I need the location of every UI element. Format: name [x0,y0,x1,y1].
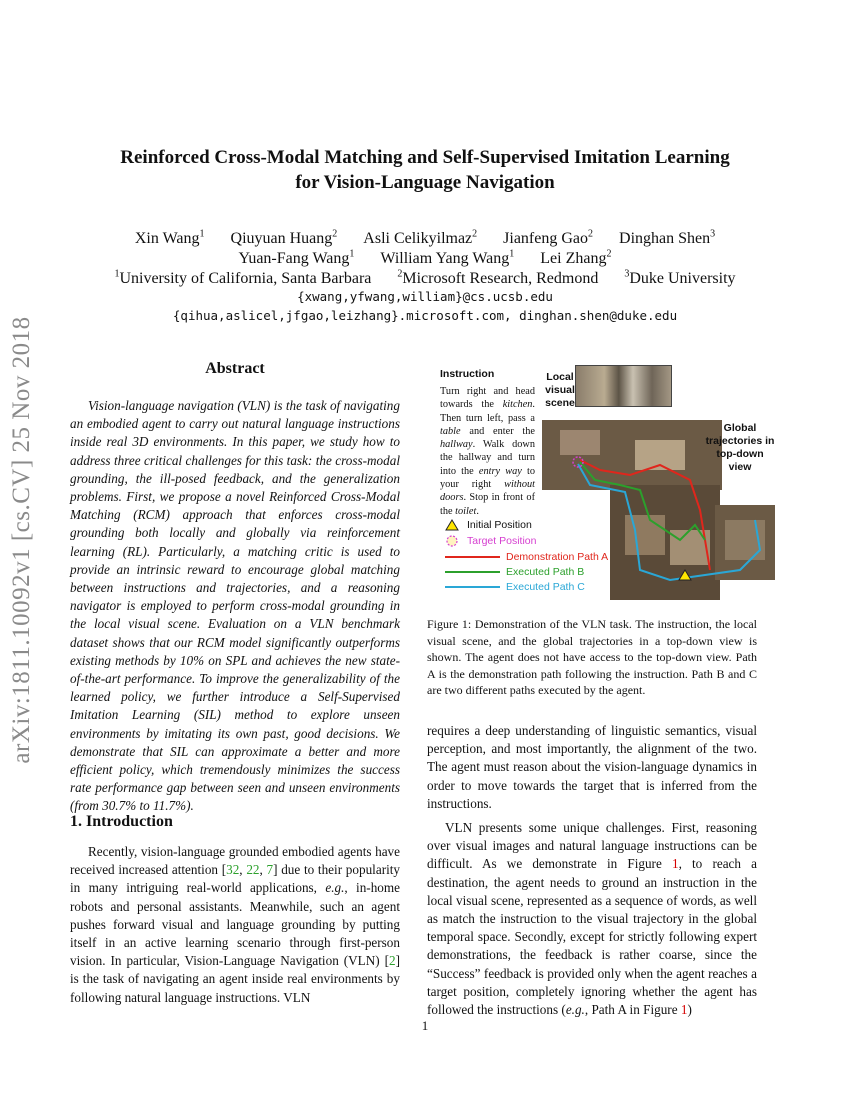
triangle-icon [445,519,459,531]
arxiv-side-stamp [2,290,42,790]
author: Yuan-Fang Wang$^1$ [238,249,355,268]
email-line-2: {qihua,aslicel,jfgao,leizhang}.microsoft.com, dinghan.shen@duke.edu [172,308,678,323]
affiliation: $^2$Microsoft Research, Redmond [397,269,599,288]
figure-instruction-heading: Instruction [440,368,495,380]
author: Qiuyuan Huang$^2$ [230,229,338,248]
global-trajectories-label: Global trajectories in top-down view [705,422,775,473]
figure-instruction-text: Turn right and head towards the kitchen. Then turn left, pass a table and enter the hallway. Walk down the hallway and turn into the entry way to your right without doors. Stop in front of the toilet. [440,386,535,517]
title-line-2: for Vision-Language Navigation [295,172,555,193]
abstract-heading: Abstract [205,360,265,377]
author: Lei Zhang$^2$ [540,249,612,268]
paragraph: VLN presents some unique challenges. First, reasoning over visual images and natural language instructions can be difficult. As we demonstrate in Figure 1, to reach a destination, the agent needs to ground an instruction in the local visual scene, represented as a sequence of words, as well as match the instruction to the visual trajectory in the global temporal space. Secondly, except for strictly following expert demonstrations, the feedback is rather coarse, since the “Success” feedback is provided only when the agent reaches a target position, completely ignoring whether the agent has followed the instructions (e.g., Path A in Figure 1) [427,820,758,1018]
author: Dinghan Shen$^3$ [619,229,716,248]
author: William Yang Wang$^1$ [380,249,515,268]
title-line-1: Reinforced Cross-Modal Matching and Self-Supervised Imitation Learning [120,147,730,168]
figure-1-caption: Figure 1: Demonstration of the VLN task. The instruction, the local visual scene, and the global trajectories in a top-down view is shown. The agent does not have access to the top-down view. Path A is the demonstration path following the instruction. Path B and C are two different paths executed by the agent. [427,617,757,697]
legend-demonstration-path-a: Demonstration Path A [445,551,608,563]
author: Asli Celikyilmaz$^2$ [363,229,478,248]
citation-link[interactable]: 32 [226,862,240,878]
legend-executed-path-b: Executed Path B [445,566,584,578]
affiliations [60,265,790,289]
affiliation: $^1$University of California, Santa Barbara [114,269,372,288]
figure-1 [435,365,775,600]
citation-link[interactable]: 7 [266,862,274,878]
figure-reference-link[interactable]: 1 [680,1002,688,1018]
author: Jianfeng Gao$^2$ [503,229,594,248]
author: Xin Wang$^1$ [134,229,205,248]
paragraph: requires a deep understanding of linguistic semantics, visual perception, and most importantly, the alignment of the two. The agent must reason about the vision-language dynamics in order to move towards the target that is inferred from the instructions. [427,723,757,811]
figure-reference-link[interactable]: 1 [671,856,679,872]
email-line-1: {xwang,yfwang,william}@cs.ucsb.edu [297,289,553,304]
legend-executed-path-c: Executed Path C [445,581,585,593]
introduction-paragraph: Recently, vision-language grounded embodied agents have received increased attention [32, 22, 7] due to their popularity in many intriguing real-world applications, e.g., in-home robots and personal assistants. Meanwhile, such an agent pushes forward visual and language grounding by putting itself in an active learning scenario through first-person vision. In particular, Vision-Language Navigation (VLN) [2] is the task of navigating an agent inside real environments by following natural language instructions. VLN [70,844,401,1005]
citation-link[interactable]: 2 [389,953,396,969]
affiliation: $^3$Duke University [624,269,736,288]
page-number: 1 [421,1018,429,1033]
arxiv-id-text: arXiv:1811.10092v1 [cs.CV] 25 Nov 2018 [8,316,35,764]
abstract-text: Vision-language navigation (VLN) is the task of navigating an embodied agent to carry out natural language instructions inside real 3D environments. In this paper, we study how to address three critical challenges for this task: the cross-modal grounding, the ill-posed feedback, and the generalization problems. First, we propose a novel Reinforced Cross-Modal Matching (RCM) approach that enforces cross-modal grounding both locally and globally via reinforcement learning (RL). Particularly, a matching critic is used to provide an intrinsic reward to encourage global matching between instructions and trajectories, and a reasoning navigator is employed to perform cross-modal grounding in the local visual scene. Evaluation on a VLN benchmark dataset shows that our RCM model significantly outperforms existing methods by 10% on SPL and achieves the new state-of-the-art performance. To improve the generalizability of the learned policy, we further introduce a Self-Supervised Imitation Learning (SIL) method to explore unseen environments by imitating its own past, good decisions. We demonstrate that SIL can approximate a better and more efficient policy, which tremendously minimizes the success rate performance gap between seen and unseen environments (from 30.7% to 11.7%). [70,398,400,814]
local-visual-scene-label: Local visual scene [545,371,575,409]
local-visual-scene-image [575,365,672,407]
legend-initial-position: Initial Position [445,519,532,531]
citation-link[interactable]: 22 [246,862,260,878]
right-column-text [427,722,757,1025]
paper-title [60,145,790,195]
legend-target-position: Target Position [445,535,536,547]
circle-icon [445,535,459,547]
section-heading-introduction: 1. Introduction [70,813,173,830]
